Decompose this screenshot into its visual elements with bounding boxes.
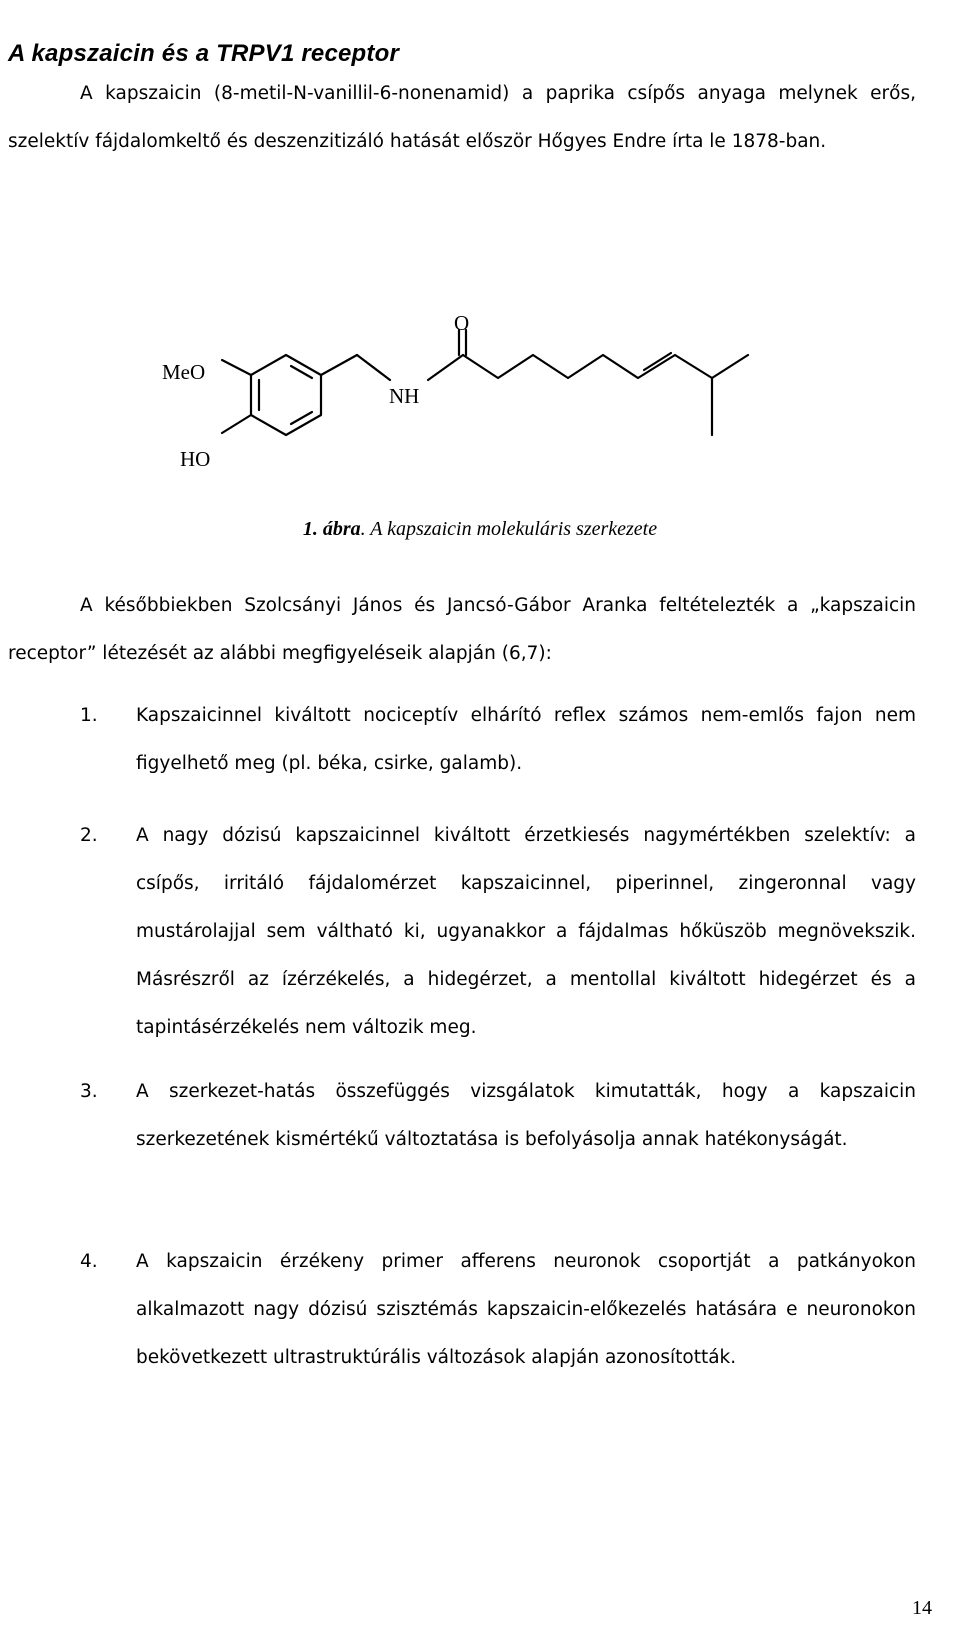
ho-label: HO: [180, 447, 211, 471]
list-item-number: 3.: [80, 1081, 98, 1102]
list-item-text: Kapszaicinnel kiváltott nociceptív elhárító reflex számos nem-emlős fajon nem figyelhető meg (pl. béka, csirke, galamb).: [136, 705, 916, 774]
o-label: O: [454, 311, 470, 335]
nh-label: NH: [389, 384, 420, 408]
capsaicin-structure-diagram: [150, 300, 770, 480]
list-item-number: 4.: [80, 1251, 98, 1272]
hydroxy-bond: [222, 415, 251, 433]
section-title: A kapszaicin és a TRPV1 receptor: [8, 40, 400, 67]
page-number: 14: [912, 1597, 932, 1619]
list-item-number: 2.: [80, 825, 98, 846]
meo-label: MeO: [162, 360, 206, 384]
list-item-text: A nagy dózisú kapszaicinnel kiváltott érzetkiesés nagymértékben szelektív: a csípős, irritáló fájdalomérzet kapszaicinnel, piperinnel, zingeronnal vagy mustárolajjal sem váltható ki, ugyanakkor a fájdalmas hőküszöb megnövekszik. Másrészről az ízérzékelés, a hidegérzet, a mentollal kiváltott hidegérzet és a tapintásérzékelés nem változik meg.: [136, 825, 916, 1038]
list-item-text: A kapszaicin érzékeny primer afferens neuronok csoportját a patkányokon alkalmazott nagy dózisú szisztémás kapszaicin-előkezelés hatására e neuronokon bekövetkezett ultrastruktúrális változások alapján azonosították.: [136, 1251, 916, 1368]
list-item-text: A szerkezet-hatás összefüggés vizsgálatok kimutatták, hogy a kapszaicin szerkezetének kismértékű változtatása is befolyásolja annak hatékonyságát.: [136, 1081, 916, 1150]
benzyl-bond: [321, 355, 357, 375]
figure-caption-label: 1. ábra: [302, 518, 361, 540]
figure-caption: [0, 518, 960, 541]
lead-paragraph: A későbbiekben Szolcsányi János és Jancsó-Gábor Aranka feltételezték a „kapszaicin receptor” létezését az alábbi megfigyeléseik alapján (6,7):: [8, 595, 916, 664]
amide-bond: [428, 355, 463, 380]
chain-double-bond: [644, 353, 671, 370]
methoxy-bond: [222, 360, 251, 375]
intro-paragraph: A kapszaicin (8-metil-N-vanillil-6-nonenamid) a paprika csípős anyaga melynek erős, szelektív fájdalomkeltő és deszenzitizáló hatását először Hőgyes Endre írta le 1878-ban.: [8, 83, 916, 152]
list-item: [80, 812, 916, 1052]
list-item-number: 1.: [80, 705, 98, 726]
list-item: [80, 1068, 916, 1164]
list-item: [80, 692, 916, 788]
ch2-nh-bond: [357, 355, 390, 380]
benzene-ring: [251, 355, 321, 435]
capsaicin-structure-figure: [150, 300, 770, 480]
alkyl-chain: [463, 355, 748, 378]
list-item: [80, 1238, 916, 1382]
figure-caption-text: . A kapszaicin molekuláris szerkezete: [360, 518, 658, 540]
